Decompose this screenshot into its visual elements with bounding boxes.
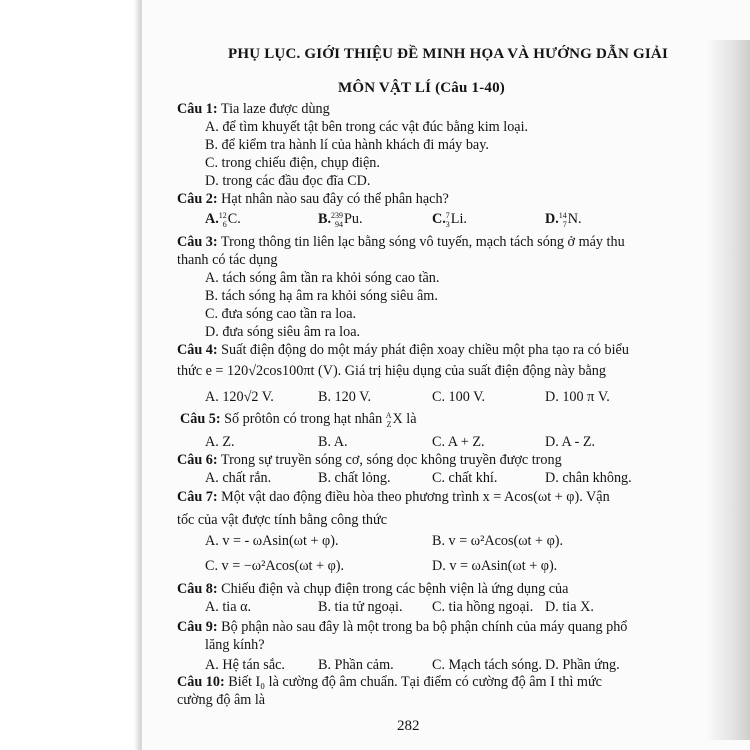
question-label: Câu 7:: [177, 489, 218, 505]
question-text: Hạt nhân nào sau đây có thể phân hạch?: [221, 191, 449, 207]
q8-option-a: A. tia α.: [205, 599, 252, 615]
q2-option-a: A. 12 6 C.: [205, 210, 241, 229]
question-1: [177, 100, 330, 118]
question-text: Trong sự truyền sóng cơ, sóng dọc không truyền được trong: [220, 452, 562, 468]
q5-option-c: C. A + Z.: [432, 434, 485, 450]
q2-option-d: D. 14 7 N.: [545, 210, 582, 229]
q4-option-b: B. 120 V.: [318, 389, 372, 405]
question-label: Câu 8:: [177, 581, 218, 597]
question-2: [177, 190, 449, 208]
q8-option-b: B. tia tử ngoại.: [318, 599, 403, 615]
question-4: [177, 341, 629, 359]
q8-option-c: C. tia hồng ngoại.: [432, 599, 534, 615]
q4-text-continued: thức e = 120√2cos100πt (V). Giá trị hiệu dụng của suất điện động này bằng: [177, 363, 606, 379]
question-label: Câu 2:: [177, 191, 218, 207]
q7-text-continued: tốc của vật được tính bằng công thức: [177, 512, 388, 528]
q7-option-a: A. v = - ωAsin(ωt + φ).: [205, 533, 339, 549]
question-text: Một vật dao động điều hòa theo phương trình x = Acos(ωt + φ). Vận: [221, 489, 610, 505]
q10-text-continued: cường độ âm là: [177, 692, 266, 708]
question-label: Câu 4:: [177, 342, 218, 358]
q1-option-c: C. trong chiếu điện, chụp điện.: [205, 155, 380, 171]
question-label: Câu 5:: [180, 411, 221, 427]
q9-option-a: A. Hệ tán sắc.: [205, 657, 285, 673]
question-8: [177, 580, 568, 598]
q9-text-continued: lăng kính?: [205, 637, 265, 653]
question-6: [177, 451, 562, 469]
q3-option-d: D. đưa sóng siêu âm ra loa.: [205, 324, 361, 340]
page-number: 282: [397, 718, 420, 734]
q1-option-a: A. để tìm khuyết tật bên trong các vật đúc bằng kim loại.: [205, 119, 529, 135]
question-label: Câu 1:: [177, 101, 218, 117]
question-9: [177, 618, 627, 636]
question-text: Biết I₀ là cường độ âm chuẩn. Tại điểm có cường độ âm I thì mức: [228, 674, 602, 690]
q8-option-d: D. tia X.: [545, 599, 594, 615]
q3-option-c: C. đưa sóng cao tần ra loa.: [205, 306, 357, 322]
question-label: Câu 6:: [177, 452, 218, 468]
q7-option-d: D. v = ωAsin(ωt + φ).: [432, 558, 558, 574]
question-3: [177, 233, 625, 251]
q4-option-d: D. 100 π V.: [545, 389, 610, 405]
q9-option-d: D. Phần ứng.: [545, 657, 620, 673]
question-5: Câu 5: Số prôtôn có trong hạt nhân A Z X là: [180, 410, 417, 429]
q5-option-a: A. Z.: [205, 434, 235, 450]
q6-option-c: C. chất khí.: [432, 470, 498, 486]
q5-option-b: B. A.: [318, 434, 348, 450]
question-label: Câu 10:: [177, 674, 225, 690]
question-text: Bộ phận nào sau đây là một trong ba bộ phận chính của máy quang phổ: [221, 619, 628, 635]
q3-text-continued: thanh có tác dụng: [177, 252, 278, 268]
page-title: PHỤ LỤC. GIỚI THIỆU ĐỀ MINH HỌA VÀ HƯỚNG DẪN GIẢI: [228, 46, 668, 62]
q6-option-a: A. chất rắn.: [205, 470, 272, 486]
q5-option-d: D. A - Z.: [545, 434, 596, 450]
q7-option-c: C. v = −ω²Acos(ωt + φ).: [205, 558, 345, 574]
question-label: Câu 3:: [177, 234, 218, 250]
question-text: Số prôtôn có trong hạt nhân: [224, 411, 383, 427]
question-text: Tia laze được dùng: [220, 101, 330, 117]
section-subtitle: MÔN VẬT LÍ (Câu 1-40): [338, 80, 505, 96]
q6-option-d: D. chân không.: [545, 470, 632, 486]
q2-option-c: C. 7 3 Li.: [432, 210, 467, 229]
q9-option-c: C. Mạch tách sóng.: [432, 657, 542, 673]
q3-option-a: A. tách sóng âm tần ra khỏi sóng cao tần.: [205, 270, 440, 286]
question-text: Trong thông tin liên lạc bằng sóng vô tuyến, mạch tách sóng ở máy thu: [220, 234, 625, 250]
q4-option-c: C. 100 V.: [432, 389, 486, 405]
question-text: Chiếu điện và chụp điện trong các bệnh viện là ứng dụng của: [221, 581, 569, 597]
q3-option-b: B. tách sóng hạ âm ra khỏi sóng siêu âm.: [205, 288, 438, 304]
q2-option-b: B. 239 94 Pu.: [318, 210, 363, 229]
page-edge-shadow: [706, 40, 750, 740]
q1-option-d: D. trong các đầu đọc đĩa CD.: [205, 173, 371, 189]
question-7: [177, 488, 610, 506]
question-text: Suất điện động do một máy phát điện xoay chiều một pha tạo ra có biểu: [221, 342, 629, 358]
q6-option-b: B. chất lỏng.: [318, 470, 391, 486]
q9-option-b: B. Phần cảm.: [318, 657, 394, 673]
q1-option-b: B. để kiểm tra hành lí của hành khách đi máy bay.: [205, 137, 489, 153]
q4-option-a: A. 120√2 V.: [205, 389, 274, 405]
question-10: [177, 673, 602, 691]
question-label: Câu 9:: [177, 619, 218, 635]
q7-option-b: B. v = ω²Acos(ωt + φ).: [432, 533, 564, 549]
